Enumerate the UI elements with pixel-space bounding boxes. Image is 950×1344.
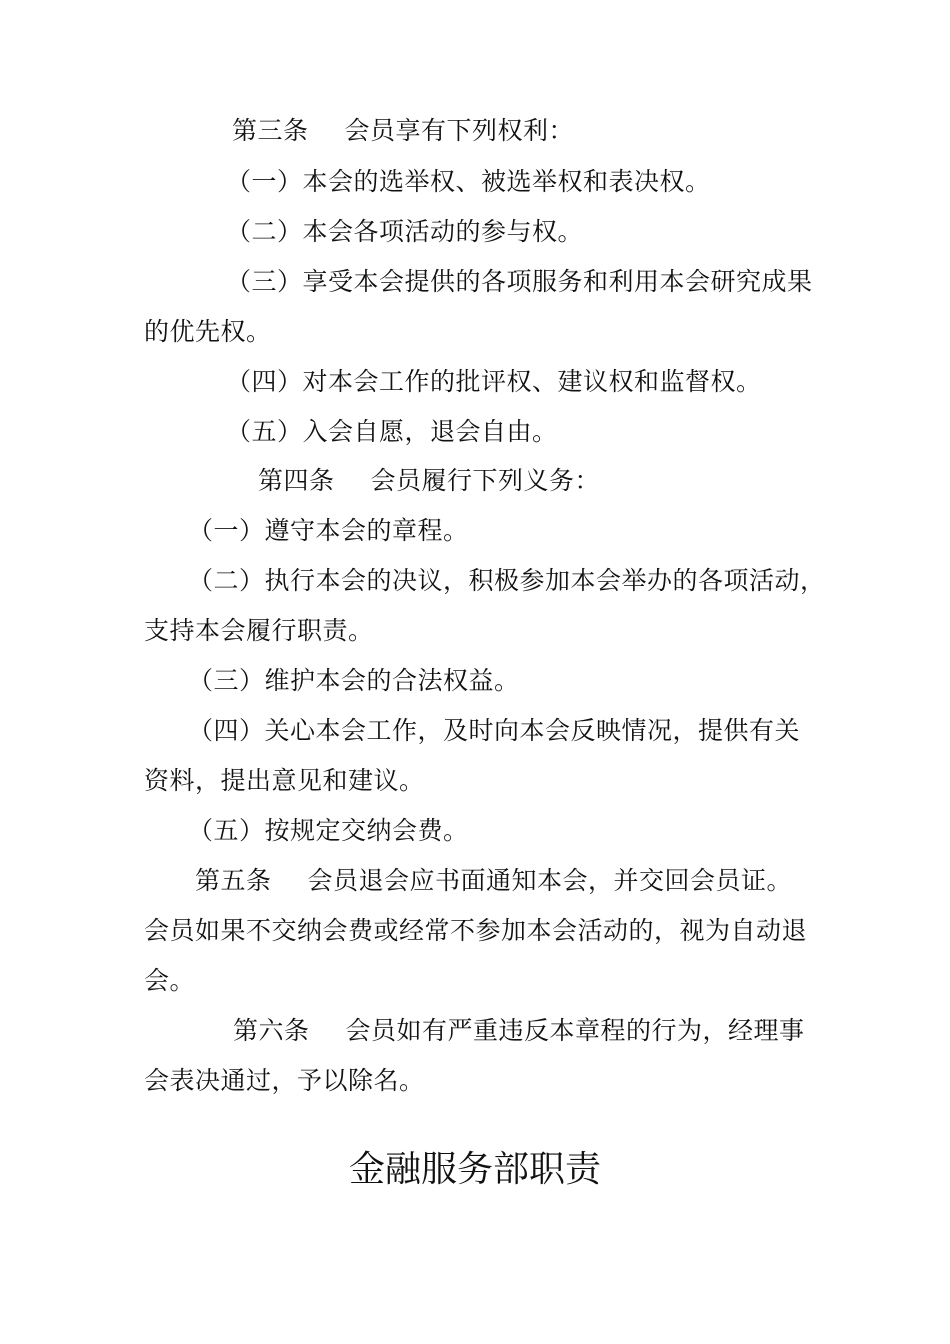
article-4-item-2: （二）执行本会的决议，积极参加本会举办的各项活动， — [188, 566, 826, 595]
article-3-item-5: （五）入会自愿，退会自由。 — [226, 417, 558, 446]
article-6-line-2: 会表决通过，予以除名。 — [144, 1066, 425, 1095]
article-3-item-3-cont: 的优先权。 — [144, 317, 272, 346]
article-4-label: 第四条 — [258, 466, 335, 495]
article-5-line-3: 会。 — [144, 966, 196, 995]
article-3-title: 会员享有下列权利： — [344, 116, 575, 145]
article-6-label: 第六条 — [233, 1016, 310, 1045]
section-heading: 金融服务部职责 — [348, 1149, 601, 1190]
article-3-item-3: （三）享受本会提供的各项服务和利用本会研究成果 — [226, 267, 813, 296]
article-4-item-2-cont: 支持本会履行职责。 — [144, 616, 374, 645]
article-4-item-1: （一）遵守本会的章程。 — [188, 516, 469, 545]
article-5-text: 会员退会应书面通知本会，并交回会员证。 — [307, 866, 793, 895]
article-4-heading — [258, 466, 600, 496]
article-3-label: 第三条 — [232, 116, 309, 145]
article-3-item-4: （四）对本会工作的批评权、建议权和监督权。 — [226, 367, 762, 396]
article-3-heading — [232, 116, 574, 146]
article-4-item-3: （三）维护本会的合法权益。 — [188, 666, 520, 695]
article-5-line-2: 会员如果不交纳会费或经常不参加本会活动的，视为自动退 — [144, 916, 808, 945]
article-4-item-4: （四）关心本会工作，及时向本会反映情况，提供有关 — [188, 716, 801, 745]
article-3-item-2: （二）本会各项活动的参与权。 — [226, 217, 584, 246]
article-3-item-1: （一）本会的选举权、被选举权和表决权。 — [226, 167, 711, 196]
article-6-text: 会员如有严重违反本章程的行为，经理事 — [345, 1016, 805, 1045]
article-4-item-5: （五）按规定交纳会费。 — [188, 816, 469, 845]
article-6-line-1 — [233, 1016, 805, 1046]
article-4-item-4-cont: 资料，提出意见和建议。 — [144, 766, 425, 795]
article-5-line-1 — [195, 866, 792, 896]
article-5-label: 第五条 — [195, 866, 272, 895]
article-4-title: 会员履行下列义务： — [370, 466, 601, 495]
